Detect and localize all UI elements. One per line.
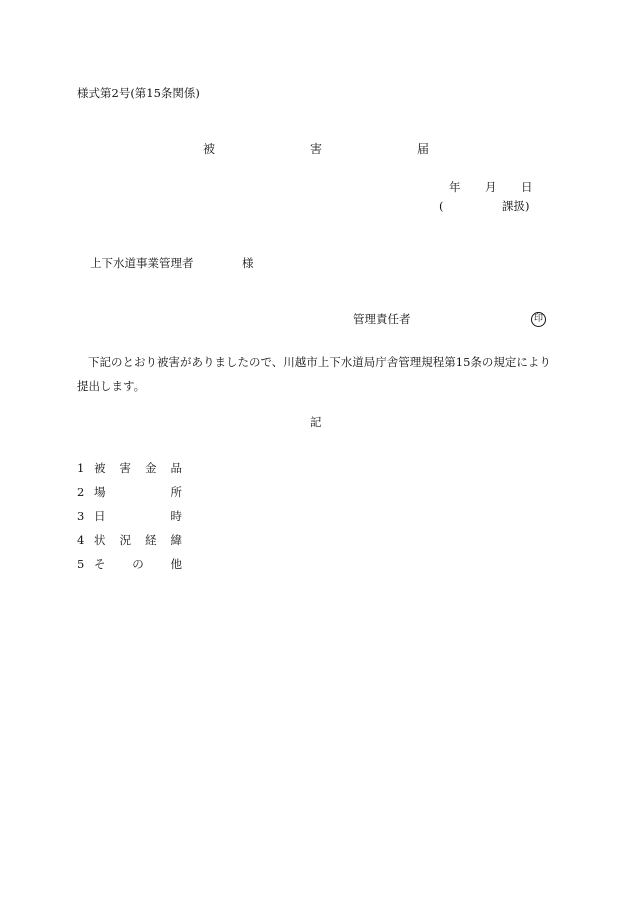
item-label-char: 状	[94, 533, 106, 547]
item-label	[94, 533, 182, 547]
list-item	[77, 461, 187, 475]
item-label	[94, 557, 182, 571]
item-label-char: の	[132, 557, 144, 571]
list-item	[77, 557, 187, 571]
item-label-char: 時	[170, 509, 182, 523]
item-label-char: 経	[145, 533, 157, 547]
department-open-paren: (	[439, 199, 444, 213]
item-label	[94, 461, 182, 475]
item-label-char: 品	[170, 461, 182, 475]
item-label-char: 金	[145, 461, 157, 475]
form-number: 様式第2号(第15条関係)	[77, 86, 200, 100]
item-label-char: 害	[119, 461, 131, 475]
title-char-2: 害	[310, 142, 323, 156]
addressee-honorific: 様	[242, 256, 254, 270]
item-label-char: 所	[170, 485, 182, 499]
item-number: 1	[77, 461, 85, 475]
body-text: 下記のとおり被害がありましたので、川越市上下水道局庁舎管理規程第15条の規定により提出します。	[77, 355, 551, 393]
item-number: 2	[77, 485, 85, 499]
ki-heading: 記	[310, 415, 322, 429]
seal-mark: 印	[531, 312, 546, 327]
department-suffix: 課扱)	[502, 199, 530, 213]
date-year: 年	[449, 180, 461, 194]
item-number: 4	[77, 533, 85, 547]
date-day: 日	[521, 180, 533, 194]
list-item	[77, 509, 187, 523]
title-char-1: 被	[203, 142, 216, 156]
date-month: 月	[485, 180, 497, 194]
responsible-label: 管理責任者	[353, 312, 411, 326]
title-char-3: 届	[417, 142, 430, 156]
item-label-char: 被	[94, 461, 106, 475]
addressee-name: 上下水道事業管理者	[90, 256, 194, 270]
item-number: 5	[77, 557, 85, 571]
item-label-char: 況	[119, 533, 131, 547]
item-label-char: 緯	[170, 533, 182, 547]
item-label	[94, 485, 182, 499]
item-number: 3	[77, 509, 85, 523]
item-label-char: 日	[94, 509, 106, 523]
item-label	[94, 509, 182, 523]
item-label-char: そ	[94, 557, 106, 571]
list-item	[77, 533, 187, 547]
list-item	[77, 485, 187, 499]
item-label-char: 他	[170, 557, 182, 571]
item-label-char: 場	[94, 485, 106, 499]
